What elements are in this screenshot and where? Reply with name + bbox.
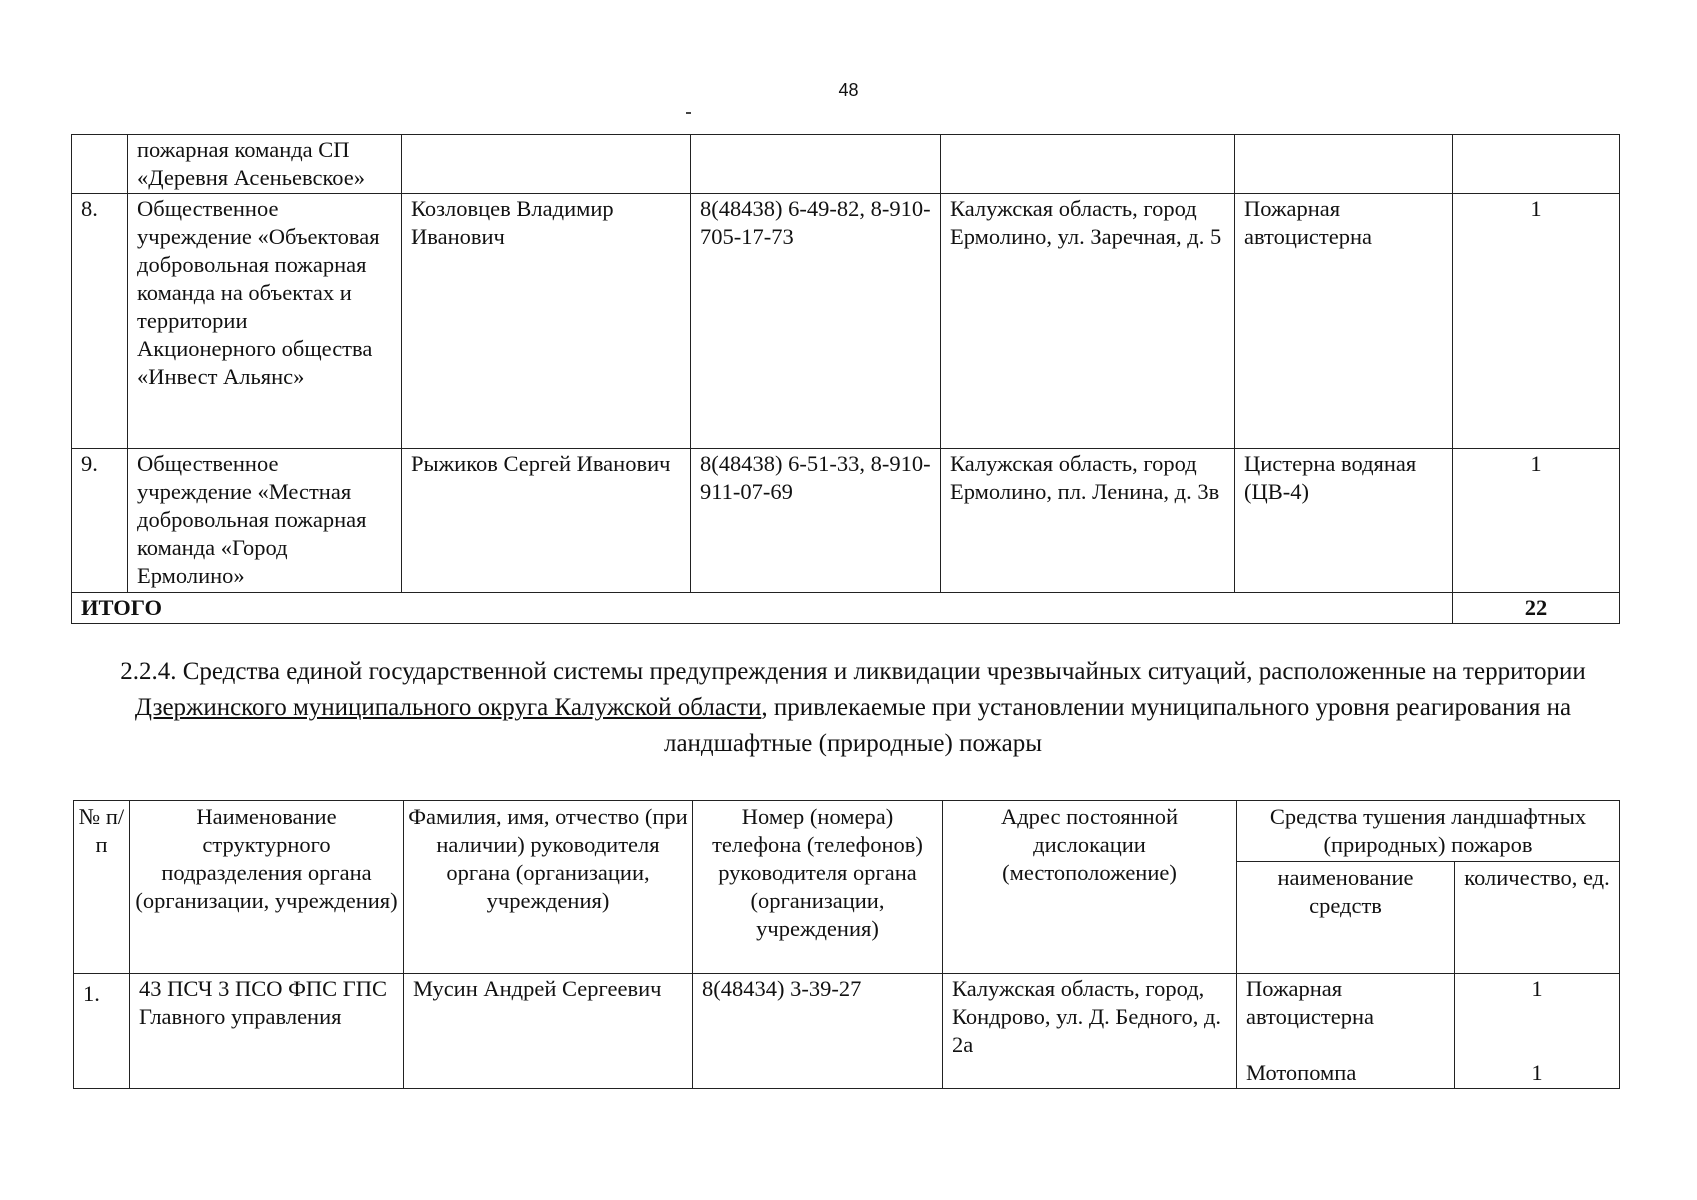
unit-name: Общественное учреждение «Местная добровольная пожарная команда «Город Ермолино» bbox=[128, 449, 402, 593]
address: Калужская область, город Ермолино, ул. Заречная, д. 5 bbox=[941, 194, 1235, 449]
spacer bbox=[1464, 1003, 1610, 1059]
address: Калужская область, город, Кондрово, ул. Д. Бедного, д. 2а bbox=[943, 974, 1237, 1089]
table-row bbox=[74, 974, 1620, 1089]
means-quantity-cell bbox=[1455, 974, 1620, 1089]
total-label: ИТОГО bbox=[72, 593, 1453, 624]
spacer bbox=[1246, 1031, 1445, 1059]
means-name: Мотопомпа bbox=[1246, 1060, 1357, 1085]
means-quantity: 1 bbox=[1531, 976, 1543, 1001]
table-header-row bbox=[74, 801, 1620, 862]
section-heading-text: 2.2.4. Средства единой государственной системы предупреждения и ликвидации чрезвычайных ситуаций, расположенные на территории bbox=[120, 658, 1586, 685]
means-name: Пожарная автоцистерна bbox=[1235, 194, 1453, 449]
head-name: Мусин Андрей Сергеевич bbox=[404, 974, 693, 1089]
header-means-name: наименование средств bbox=[1237, 862, 1455, 974]
head-name: Рыжиков Сергей Иванович bbox=[402, 449, 691, 593]
means-name bbox=[1235, 135, 1453, 194]
unit-name: пожарная команда СП «Деревня Асеньевское» bbox=[128, 135, 402, 194]
row-number bbox=[72, 135, 128, 194]
header-means-quantity: количество, ед. bbox=[1455, 862, 1620, 974]
header-unit-name: Наименование структурного подразделения органа (организации, учреждения) bbox=[130, 801, 404, 974]
resources-table-continued bbox=[71, 134, 1620, 624]
unit-name: 43 ПСЧ 3 ПСО ФПС ГПС Главного управления bbox=[130, 974, 404, 1089]
address bbox=[941, 135, 1235, 194]
total-row bbox=[72, 593, 1620, 624]
means-quantity bbox=[1453, 135, 1620, 194]
section-heading-underlined: Дзержинского муниципального округа Калужской области bbox=[134, 694, 762, 721]
means-name: Пожарная автоцистерна bbox=[1246, 976, 1375, 1029]
section-heading bbox=[110, 654, 1596, 762]
header-phone: Номер (номера) телефона (телефонов) руководителя органа (организации, учреждения) bbox=[693, 801, 943, 974]
unit-name: Общественное учреждение «Объектовая добровольная пожарная команда на объектах и территории Акционерного общества «Инвест Альянс» bbox=[128, 194, 402, 449]
header-head-name: Фамилия, имя, отчество (при наличии) руководителя органа (организации, учреждения) bbox=[404, 801, 693, 974]
phone bbox=[691, 135, 941, 194]
header-address: Адрес постоянной дислокации (местоположение) bbox=[943, 801, 1237, 974]
phone: 8(48438) 6-51-33, 8-910-911-07-69 bbox=[691, 449, 941, 593]
address: Калужская область, город Ермолино, пл. Ленина, д. 3в bbox=[941, 449, 1235, 593]
means-quantity: 1 bbox=[1531, 1060, 1543, 1085]
table-row bbox=[72, 135, 1620, 194]
header-num: № п/п bbox=[74, 801, 130, 974]
head-name: Козловцев Владимир Иванович bbox=[402, 194, 691, 449]
means-quantity: 1 bbox=[1453, 194, 1620, 449]
table-row bbox=[72, 449, 1620, 593]
resources-table bbox=[73, 800, 1620, 1089]
phone: 8(48434) 3-39-27 bbox=[693, 974, 943, 1089]
table-row bbox=[72, 194, 1620, 449]
total-value: 22 bbox=[1453, 593, 1620, 624]
phone: 8(48438) 6-49-82, 8-910-705-17-73 bbox=[691, 194, 941, 449]
scan-mark bbox=[686, 112, 691, 114]
means-quantity: 1 bbox=[1453, 449, 1620, 593]
row-number: 1. bbox=[74, 974, 130, 1089]
row-number: 9. bbox=[72, 449, 128, 593]
section-heading-text-end: , привлекаемые при установлении муниципального уровня реагирования на ландшафтные (природные) пожары bbox=[663, 694, 1572, 757]
head-name bbox=[402, 135, 691, 194]
row-number: 8. bbox=[72, 194, 128, 449]
page-number: 48 bbox=[838, 80, 859, 100]
means-name: Цистерна водяная (ЦВ-4) bbox=[1235, 449, 1453, 593]
header-means-group: Средства тушения ландшафтных (природных) пожаров bbox=[1237, 801, 1620, 862]
means-name-cell bbox=[1237, 974, 1455, 1089]
